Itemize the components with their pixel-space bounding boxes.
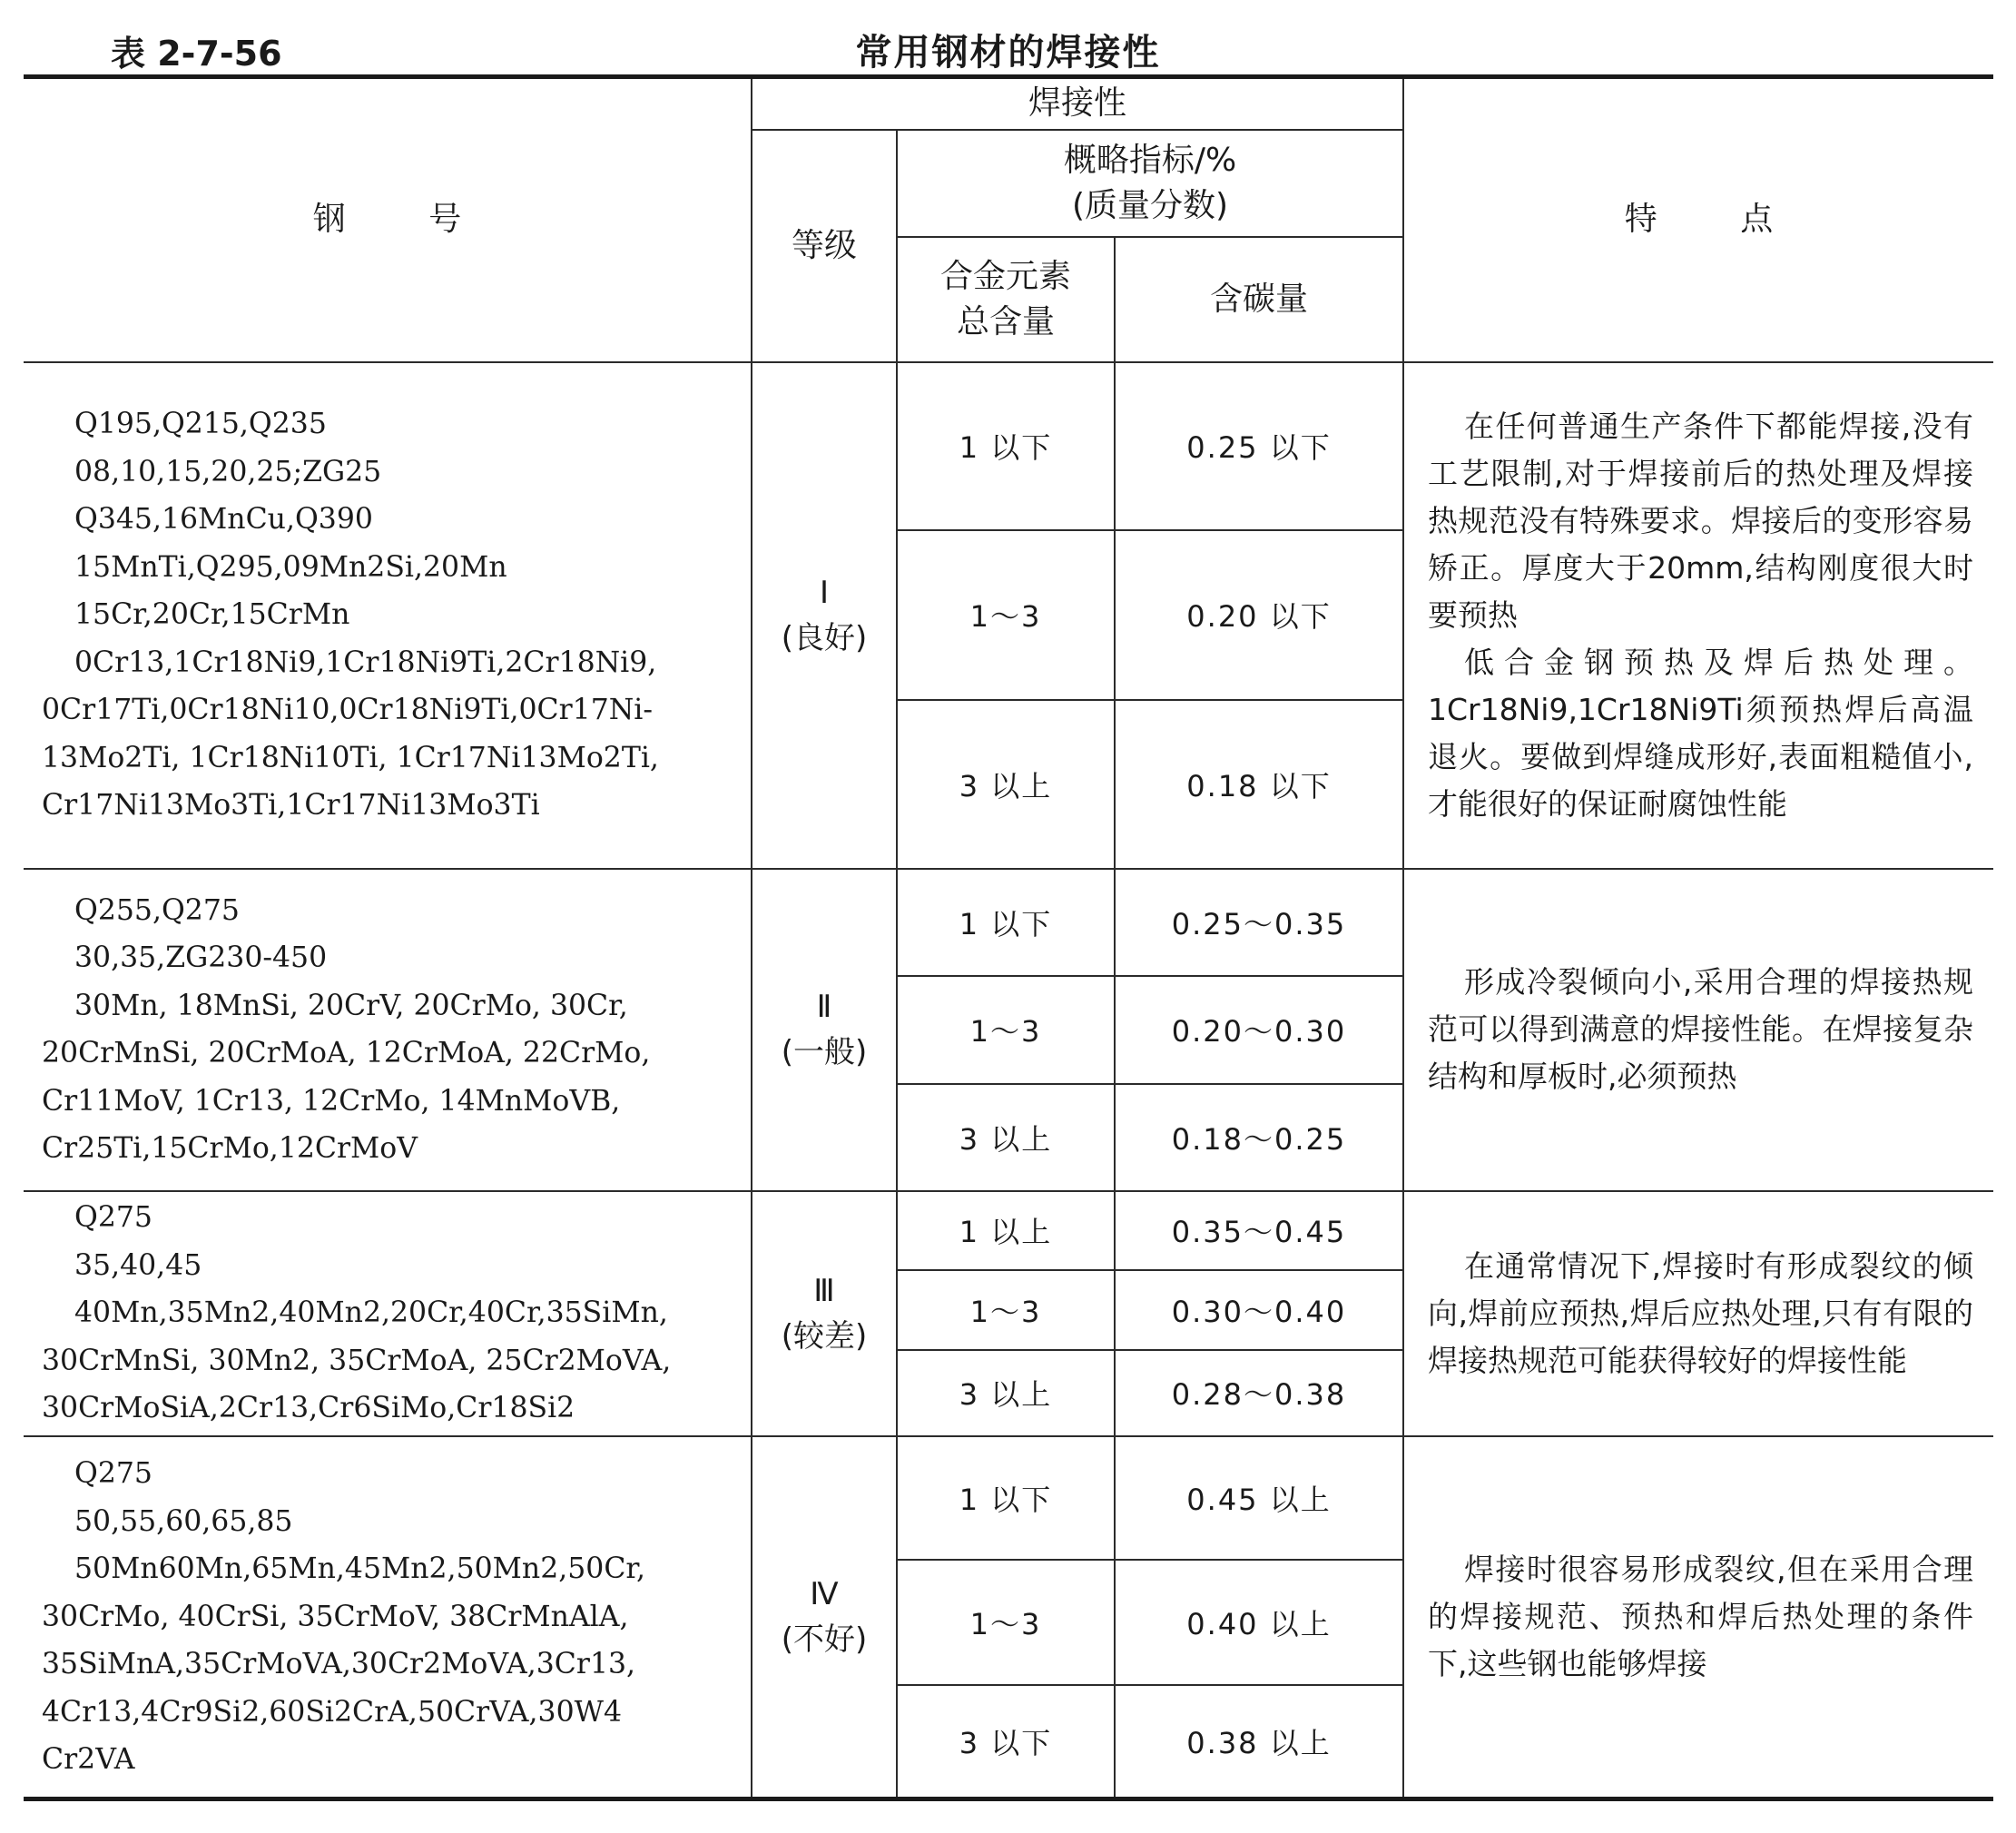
steel-grade-line: Q275: [74, 1457, 152, 1490]
steel-grade-line: 30Mn, 18MnSi, 20CrV, 20CrMo, 30Cr,: [74, 989, 628, 1022]
grade-label: (一般): [781, 1034, 868, 1070]
features-cell: [1403, 1436, 1993, 1799]
steel-grades-cell: [24, 362, 752, 869]
steel-grade-line: 15MnTi,Q295,09Mn2Si,20Mn: [74, 550, 507, 584]
header-grade: 等级: [752, 130, 897, 362]
grade-label: (不好): [781, 1621, 868, 1658]
steel-grade-line: 30CrMoSiA,2Cr13,Cr6SiMo,Cr18Si2: [42, 1392, 575, 1425]
alloy-content-cell: 1 以下: [897, 1436, 1115, 1560]
carbon-content-cell: 0.25 以下: [1115, 362, 1403, 530]
steel-grade-line: 13Mo2Ti, 1Cr18Ni10Ti, 1Cr17Ni13Mo2Ti,: [42, 741, 659, 774]
steel-grade-line: 30CrMnSi, 30Mn2, 35CrMoA, 25Cr2MoVA,: [42, 1344, 672, 1377]
grade-label: (良好): [781, 619, 868, 656]
carbon-content-cell: 0.38 以上: [1115, 1685, 1403, 1799]
weldability-table: [24, 74, 1993, 1801]
steel-grade-line: 35,40,45: [74, 1248, 202, 1282]
steel-grade-line: Cr2VA: [42, 1743, 135, 1776]
steel-grade-line: 08,10,15,20,25;ZG25: [74, 455, 382, 488]
grade-numeral: Ⅰ: [819, 574, 830, 611]
grade-cell: [752, 1436, 897, 1799]
grade-numeral: Ⅱ: [816, 989, 832, 1025]
header-alloy-label: 合金元素: [939, 257, 1071, 295]
feature-paragraph: 低合金钢预热及焊后热处理。1Cr18Ni9,1Cr18Ni9Ti须预热焊后高温退火。要做到焊缝成形好,表面粗糙值小,才能很好的保证耐腐蚀性能: [1428, 644, 1973, 822]
features-cell: [1403, 869, 1993, 1191]
grade-cell: [752, 869, 897, 1191]
alloy-content-cell: 3 以上: [897, 1350, 1115, 1436]
steel-grade-line: 0Cr17Ti,0Cr18Ni10,0Cr18Ni9Ti,0Cr17Ni-: [42, 694, 654, 727]
carbon-content-cell: 0.35～0.45: [1115, 1191, 1403, 1270]
steel-grade-line: Q255,Q275: [74, 893, 240, 927]
table-row: [24, 362, 1993, 530]
alloy-content-cell: 3 以下: [897, 1685, 1115, 1799]
alloy-content-cell: 1～3: [897, 1560, 1115, 1685]
steel-grade-line: Cr11MoV, 1Cr13, 12CrMo, 14MnMoVB,: [42, 1084, 621, 1118]
carbon-content-cell: 0.45 以上: [1115, 1436, 1403, 1560]
features-cell: [1403, 1191, 1993, 1436]
steel-grade-line: 4Cr13,4Cr9Si2,60Si2CrA,50CrVA,30W4: [42, 1695, 623, 1729]
grade-cell: [752, 362, 897, 869]
carbon-content-cell: 0.18～0.25: [1115, 1084, 1403, 1191]
alloy-content-cell: 3 以上: [897, 1084, 1115, 1191]
alloy-content-cell: 3 以上: [897, 700, 1115, 869]
steel-grade-line: 35SiMnA,35CrMoVA,30Cr2MoVA,3Cr13,: [42, 1648, 636, 1680]
steel-grade-line: 20CrMnSi, 20CrMoA, 12CrMoA, 22CrMo,: [42, 1037, 651, 1069]
header-alloy-sub: 总含量: [956, 302, 1055, 340]
header-indicator-sub: (质量分数): [1071, 186, 1229, 224]
header-features: 特 点: [1403, 77, 1993, 362]
header-steel: 钢 号: [24, 77, 752, 362]
table-caption: [0, 16, 2016, 80]
table-title: 常用钢材的焊接性: [855, 32, 1161, 74]
header-weldability: 焊接性: [752, 77, 1403, 130]
steel-grades-cell: [24, 1436, 752, 1799]
steel-grade-line: 15Cr,20Cr,15CrMn: [74, 598, 350, 632]
steel-grade-line: 40Mn,35Mn2,40Mn2,20Cr,40Cr,35SiMn,: [74, 1296, 668, 1330]
table-row: [24, 1436, 1993, 1560]
steel-grades-cell: [24, 1191, 752, 1436]
grade-label: (较差): [781, 1317, 868, 1355]
features-cell: [1403, 362, 1993, 869]
carbon-content-cell: 0.18 以下: [1115, 700, 1403, 869]
alloy-content-cell: 1～3: [897, 530, 1115, 700]
steel-grade-line: Q345,16MnCu,Q390: [74, 503, 373, 537]
grade-numeral: Ⅳ: [810, 1575, 839, 1612]
steel-grade-line: 50Mn60Mn,65Mn,45Mn2,50Mn2,50Cr,: [74, 1552, 646, 1585]
steel-grade-line: Cr25Ti,15CrMo,12CrMoV: [42, 1132, 418, 1165]
grade-numeral: Ⅲ: [813, 1272, 835, 1309]
table-row: [24, 869, 1993, 976]
carbon-content-cell: 0.30～0.40: [1115, 1270, 1403, 1350]
carbon-content-cell: 0.28～0.38: [1115, 1350, 1403, 1436]
header-indicator: [897, 130, 1403, 237]
alloy-content-cell: 1～3: [897, 976, 1115, 1084]
steel-grade-line: Q195,Q215,Q235: [74, 408, 327, 441]
steel-grade-line: 30CrMo, 40CrSi, 35CrMoV, 38CrMnAlA,: [42, 1600, 629, 1633]
alloy-content-cell: 1 以上: [897, 1191, 1115, 1270]
table-number: 表 2-7-56: [111, 34, 282, 74]
steel-grade-line: 0Cr13,1Cr18Ni9,1Cr18Ni9Ti,2Cr18Ni9,: [74, 645, 657, 679]
alloy-content-cell: 1 以下: [897, 362, 1115, 530]
carbon-content-cell: 0.20 以下: [1115, 530, 1403, 700]
steel-grade-line: 30,35,ZG230-450: [74, 941, 328, 974]
carbon-content-cell: 0.20～0.30: [1115, 976, 1403, 1084]
steel-grade-line: Cr17Ni13Mo3Ti,1Cr17Ni13Mo3Ti: [42, 789, 540, 823]
carbon-content-cell: 0.25～0.35: [1115, 869, 1403, 976]
feature-paragraph: 在任何普通生产条件下都能焊接,没有工艺限制,对于焊接前后的热处理及焊接热规范没有特殊要求。焊接后的变形容易矫正。厚度大于20mm,结构刚度很大时要预热: [1428, 408, 1973, 633]
steel-grades-cell: [24, 869, 752, 1191]
feature-paragraph: 形成冷裂倾向小,采用合理的焊接热规范可以得到满意的焊接性能。在焊接复杂结构和厚板时,必须预热: [1428, 964, 1973, 1094]
grade-cell: [752, 1191, 897, 1436]
table-row: [24, 1191, 1993, 1270]
alloy-content-cell: 1～3: [897, 1270, 1115, 1350]
feature-paragraph: 焊接时很容易形成裂纹,但在采用合理的焊接规范、预热和焊后热处理的条件下,这些钢也能够焊接: [1428, 1551, 1973, 1681]
carbon-content-cell: 0.40 以上: [1115, 1560, 1403, 1685]
header-indicator-label: 概略指标/%: [1063, 141, 1237, 179]
feature-paragraph: 在通常情况下,焊接时有形成裂纹的倾向,焊前应预热,焊后应热处理,只有有限的焊接热规范可能获得较好的焊接性能: [1428, 1247, 1973, 1378]
steel-grade-line: Q275: [74, 1201, 152, 1235]
header-carbon: 含碳量: [1115, 237, 1403, 362]
table-body: [24, 362, 1993, 1799]
steel-grade-line: 50,55,60,65,85: [74, 1504, 293, 1538]
alloy-content-cell: 1 以下: [897, 869, 1115, 976]
header-alloy: [897, 237, 1115, 362]
